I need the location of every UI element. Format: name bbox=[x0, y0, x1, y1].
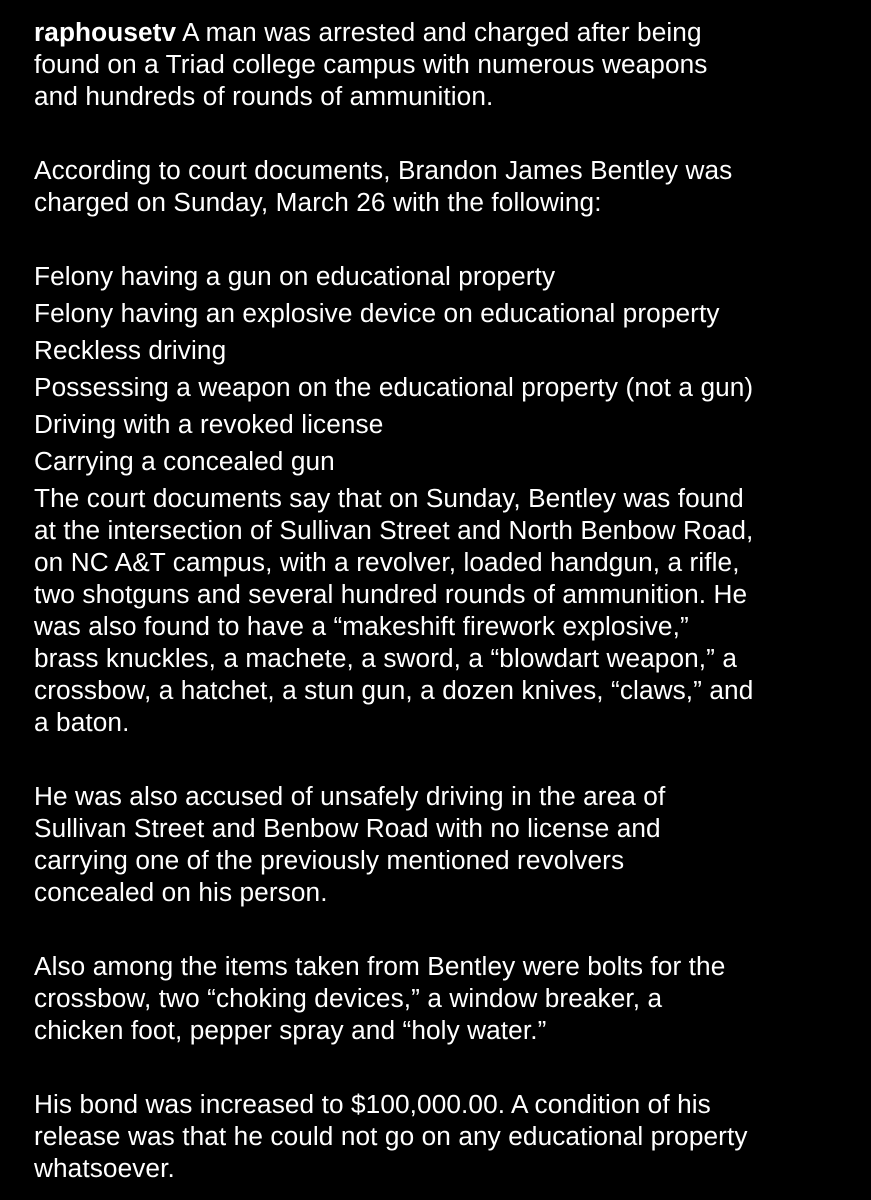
post-caption bbox=[34, 16, 854, 1184]
caption-text: chicken foot, pepper spray and “holy water.” bbox=[34, 1015, 547, 1045]
caption-text: A man was arrested and charged after being bbox=[176, 17, 702, 47]
caption-text: release was that he could not go on any educational property bbox=[34, 1121, 748, 1151]
caption-text: brass knuckles, a machete, a sword, a “blowdart weapon,” a bbox=[34, 643, 738, 673]
caption-text: two shotguns and several hundred rounds of ammunition. He bbox=[34, 579, 748, 609]
caption-text: The court documents say that on Sunday, Bentley was found bbox=[34, 483, 744, 513]
charge-item: Reckless driving bbox=[34, 335, 227, 365]
caption-text: on NC A&T campus, with a revolver, loaded handgun, a rifle, bbox=[34, 547, 740, 577]
caption-text: Also among the items taken from Bentley were bolts for the bbox=[34, 951, 726, 981]
caption-intro-line bbox=[34, 16, 854, 48]
caption-text: Sullivan Street and Benbow Road with no license and bbox=[34, 813, 661, 843]
caption-text: concealed on his person. bbox=[34, 877, 328, 907]
caption-text: charged on Sunday, March 26 with the following: bbox=[34, 187, 602, 217]
username-link[interactable]: raphousetv bbox=[34, 17, 177, 47]
charge-item: Felony having a gun on educational property bbox=[34, 261, 556, 291]
caption-text: He was also accused of unsafely driving in the area of bbox=[34, 781, 666, 811]
caption-text: at the intersection of Sullivan Street and North Benbow Road, bbox=[34, 515, 754, 545]
caption-text: According to court documents, Brandon James Bentley was bbox=[34, 155, 733, 185]
charge-item: Felony having an explosive device on educational property bbox=[34, 298, 720, 328]
paragraph-break bbox=[34, 908, 854, 950]
paragraph-break bbox=[34, 218, 854, 260]
paragraph-break bbox=[34, 112, 854, 154]
caption-text: His bond was increased to $100,000.00. A condition of his bbox=[34, 1089, 711, 1119]
caption-text: crossbow, two “choking devices,” a window breaker, a bbox=[34, 983, 663, 1013]
caption-text: crossbow, a hatchet, a stun gun, a dozen knives, “claws,” and bbox=[34, 675, 754, 705]
charge-item: Driving with a revoked license bbox=[34, 409, 384, 439]
charge-item: Possessing a weapon on the educational property (not a gun) bbox=[34, 372, 754, 402]
charge-item: Carrying a concealed gun bbox=[34, 446, 335, 476]
caption-text: and hundreds of rounds of ammunition. bbox=[34, 81, 494, 111]
caption-text: was also found to have a “makeshift firework explosive,” bbox=[34, 611, 689, 641]
paragraph-break bbox=[34, 1046, 854, 1088]
caption-text: a baton. bbox=[34, 707, 130, 737]
caption-text: found on a Triad college campus with numerous weapons bbox=[34, 49, 708, 79]
paragraph-break bbox=[34, 738, 854, 780]
caption-text: whatsoever. bbox=[34, 1153, 175, 1183]
caption-text: carrying one of the previously mentioned revolvers bbox=[34, 845, 625, 875]
